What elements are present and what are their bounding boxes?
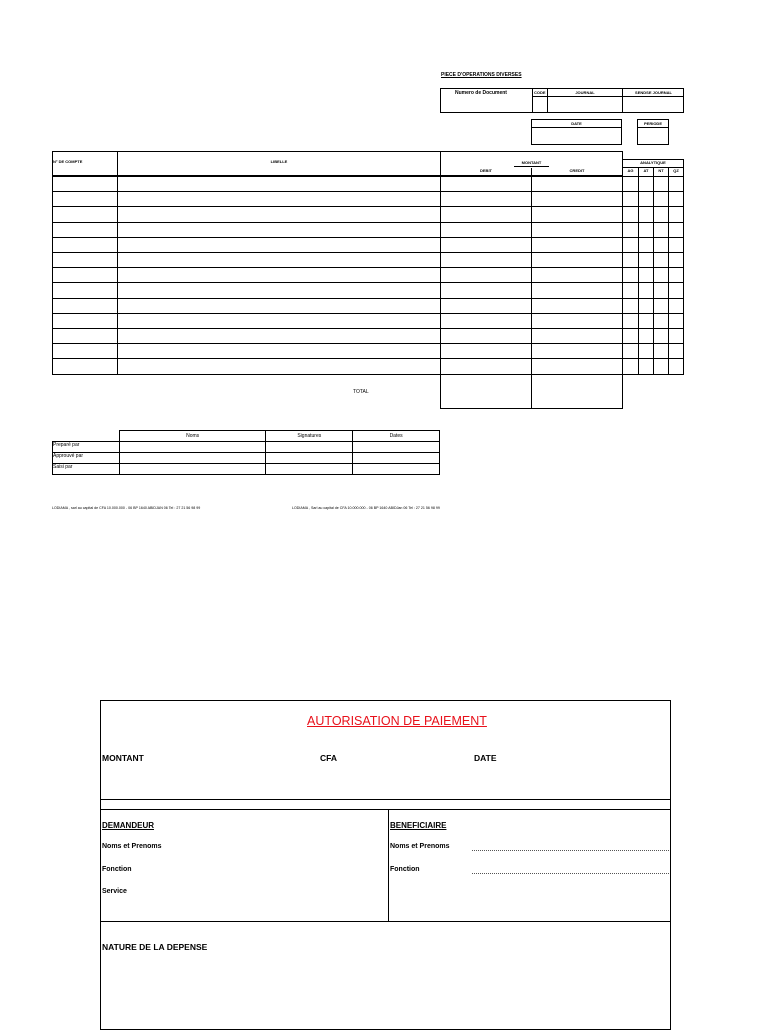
- col-montant-header: MONTANT: [521, 160, 542, 165]
- analytique-ag: AG: [627, 168, 634, 173]
- sign-col-signatures: Signatures: [266, 431, 353, 442]
- table-row-line: [52, 206, 684, 207]
- table-row-line: [52, 267, 684, 268]
- date-label-auth: DATE: [474, 753, 497, 763]
- sign-row-prepare: Preparé par: [53, 442, 120, 453]
- demandeur-fonction-label: Fonction: [102, 866, 132, 873]
- sign-row-approuve: Approuvé par: [53, 453, 120, 464]
- sous-journal-label: SENDSE JOURNAL: [635, 90, 672, 95]
- col-debit-header: DEBIT: [480, 168, 492, 173]
- sign-col-dates: Dates: [353, 431, 440, 442]
- table-row-line: [52, 298, 684, 299]
- piece-title: PIECE D'OPERATIONS DIVERSES: [441, 72, 522, 78]
- col-analytique-header: ANALYTIQUE: [640, 160, 666, 165]
- table-row-line: [52, 191, 684, 192]
- cfa-label: CFA: [320, 753, 337, 763]
- table-row-line: [52, 237, 684, 238]
- table-row-line: [52, 282, 684, 283]
- col-libelle-header: LIBELLE: [270, 159, 288, 164]
- total-label: TOTAL: [353, 389, 369, 395]
- numero-document-label: Numero de Document: [455, 90, 507, 96]
- sign-row-saisi: Saisi par: [53, 464, 120, 475]
- table-row-line: [52, 358, 684, 359]
- analytique-at: AT: [643, 168, 649, 173]
- table-row-line: [52, 343, 684, 344]
- demandeur-noms-label: Noms et Prenoms: [102, 843, 162, 850]
- autorisation-title: AUTORISATION DE PAIEMENT: [307, 714, 487, 728]
- journal-label: JOURNAL: [575, 90, 595, 95]
- code-label: CODE: [534, 90, 546, 95]
- table-row-line: [52, 328, 684, 329]
- beneficiaire-noms-label: Noms et Prenoms: [390, 843, 450, 850]
- col-compte-header: N° DE COMPTE: [53, 159, 83, 164]
- footer-left: LODIAMA , sarl au capital de CFA 10.000.000 - 06 BP 1640 ABIDJAN 06 Tel : 27 21 56 98 99: [52, 506, 201, 510]
- beneficiaire-noms-field[interactable]: [472, 850, 669, 851]
- table-row-line: [52, 252, 684, 253]
- analytique-qz: QZ: [673, 168, 679, 173]
- analytique-nt: NT: [658, 168, 664, 173]
- nature-depense-label: NATURE DE LA DEPENSE: [102, 942, 208, 952]
- date-box: [531, 119, 622, 145]
- accounting-table: [52, 151, 684, 409]
- demandeur-service-label: Service: [102, 888, 127, 895]
- beneficiaire-fonction-label: Fonction: [390, 866, 420, 873]
- demandeur-label: DEMANDEUR: [102, 821, 154, 830]
- footer-right: LODIAMA , Sarl au capital de CFA 10.000.000 - 06 BP 1640 ABIDJan 06 Tel : 27 21 56 98 99: [292, 506, 440, 510]
- table-row-line: [52, 176, 684, 177]
- date-label: DATE: [571, 121, 582, 126]
- periode-box: [637, 119, 669, 145]
- table-row-line: [52, 222, 684, 223]
- sign-col-noms: Noms: [119, 431, 266, 442]
- montant-label: MONTANT: [102, 753, 144, 763]
- autorisation-form: [100, 700, 671, 1030]
- beneficiaire-fonction-field[interactable]: [472, 873, 669, 874]
- beneficiaire-label: BENEFICIAIRE: [390, 821, 447, 830]
- periode-label: PERIODE: [643, 121, 662, 126]
- table-row-line: [52, 313, 684, 314]
- col-credit-header: CREDIT: [569, 168, 585, 173]
- signatures-table: [52, 430, 440, 475]
- document-number-box: [440, 88, 684, 113]
